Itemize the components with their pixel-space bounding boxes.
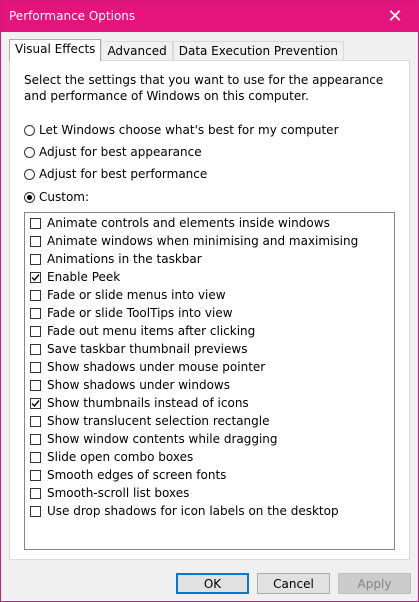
list-item[interactable] [30, 502, 339, 520]
tab-strip [9, 40, 344, 61]
button-bar [1, 561, 418, 601]
radio-label: Custom: [39, 190, 90, 204]
close-icon: ✕ [387, 6, 403, 27]
description-text: Select the settings that you want to use for the appearance and performance of Windows on this computer. [24, 73, 384, 103]
checkbox[interactable] [30, 218, 41, 229]
checkbox-label: Show shadows under windows [47, 378, 230, 392]
checkbox[interactable] [30, 362, 41, 373]
checkbox[interactable] [30, 470, 41, 481]
radio-let-windows-choose[interactable] [24, 121, 339, 139]
list-item[interactable] [30, 376, 230, 394]
list-item[interactable] [30, 358, 265, 376]
list-item[interactable] [30, 250, 202, 268]
window-title: Performance Options [9, 9, 136, 23]
list-item[interactable] [30, 466, 226, 484]
checkbox[interactable] [30, 308, 41, 319]
checkbox-label: Fade out menu items after clicking [47, 324, 256, 338]
checkbox-label: Smooth-scroll list boxes [47, 486, 190, 500]
checkbox-label: Use drop shadows for icon labels on the desktop [47, 504, 339, 518]
checkbox[interactable] [30, 272, 41, 283]
checkmark-icon [31, 399, 40, 408]
checkbox-label: Animations in the taskbar [47, 252, 202, 266]
apply-button[interactable]: Apply [338, 573, 411, 594]
checkbox-label: Animate controls and elements inside windows [47, 216, 330, 230]
list-item[interactable] [30, 322, 255, 340]
checkbox[interactable] [30, 434, 41, 445]
checkmark-icon [31, 273, 40, 282]
cancel-button[interactable]: Cancel [257, 573, 330, 594]
ok-button[interactable]: OK [176, 573, 249, 594]
checkbox[interactable] [30, 452, 41, 463]
checkbox[interactable] [30, 254, 41, 265]
checkbox-label: Show thumbnails instead of icons [47, 396, 249, 410]
list-item[interactable] [30, 214, 330, 232]
tab-advanced[interactable]: Advanced [101, 41, 172, 61]
checkbox[interactable] [30, 398, 41, 409]
checkbox[interactable] [30, 290, 41, 301]
checkbox-label: Fade or slide menus into view [47, 288, 226, 302]
checkbox[interactable] [30, 416, 41, 427]
checkbox-label: Save taskbar thumbnail previews [47, 342, 248, 356]
close-button[interactable] [372, 1, 418, 32]
list-item[interactable] [30, 268, 120, 286]
radio-button[interactable] [24, 147, 35, 158]
radio-best-appearance[interactable] [24, 143, 202, 161]
effects-list[interactable] [24, 212, 395, 550]
visual-effects-panel [9, 60, 410, 560]
list-item[interactable] [30, 412, 270, 430]
list-item[interactable] [30, 394, 249, 412]
radio-label: Adjust for best appearance [39, 145, 202, 159]
list-item[interactable] [30, 484, 189, 502]
list-item[interactable] [30, 340, 247, 358]
checkbox-label: Show shadows under mouse pointer [47, 360, 266, 374]
radio-label: Adjust for best performance [39, 167, 208, 181]
radio-custom[interactable] [24, 188, 89, 206]
checkbox[interactable] [30, 326, 41, 337]
checkbox-label: Fade or slide ToolTips into view [47, 306, 233, 320]
checkbox-label: Show window contents while dragging [47, 432, 278, 446]
radio-label: Let Windows choose what's best for my computer [39, 123, 339, 137]
radio-button[interactable] [24, 169, 35, 180]
tab-data-execution-prevention[interactable]: Data Execution Prevention [173, 41, 344, 61]
checkbox[interactable] [30, 488, 41, 499]
radio-best-performance[interactable] [24, 165, 207, 183]
radio-button[interactable] [24, 192, 35, 203]
list-item[interactable] [30, 304, 233, 322]
list-item[interactable] [30, 232, 358, 250]
checkbox-label: Slide open combo boxes [47, 450, 194, 464]
checkbox-label: Show translucent selection rectangle [47, 414, 270, 428]
checkbox[interactable] [30, 380, 41, 391]
checkbox[interactable] [30, 236, 41, 247]
checkbox-label: Enable Peek [47, 270, 121, 284]
checkbox[interactable] [30, 506, 41, 517]
checkbox-label: Animate windows when minimising and maximising [47, 234, 359, 248]
list-item[interactable] [30, 286, 226, 304]
checkbox[interactable] [30, 344, 41, 355]
title-bar [1, 1, 418, 32]
radio-button[interactable] [24, 125, 35, 136]
list-item[interactable] [30, 448, 193, 466]
list-item[interactable] [30, 430, 278, 448]
checkbox-label: Smooth edges of screen fonts [47, 468, 227, 482]
tab-visual-effects[interactable]: Visual Effects [9, 39, 101, 61]
